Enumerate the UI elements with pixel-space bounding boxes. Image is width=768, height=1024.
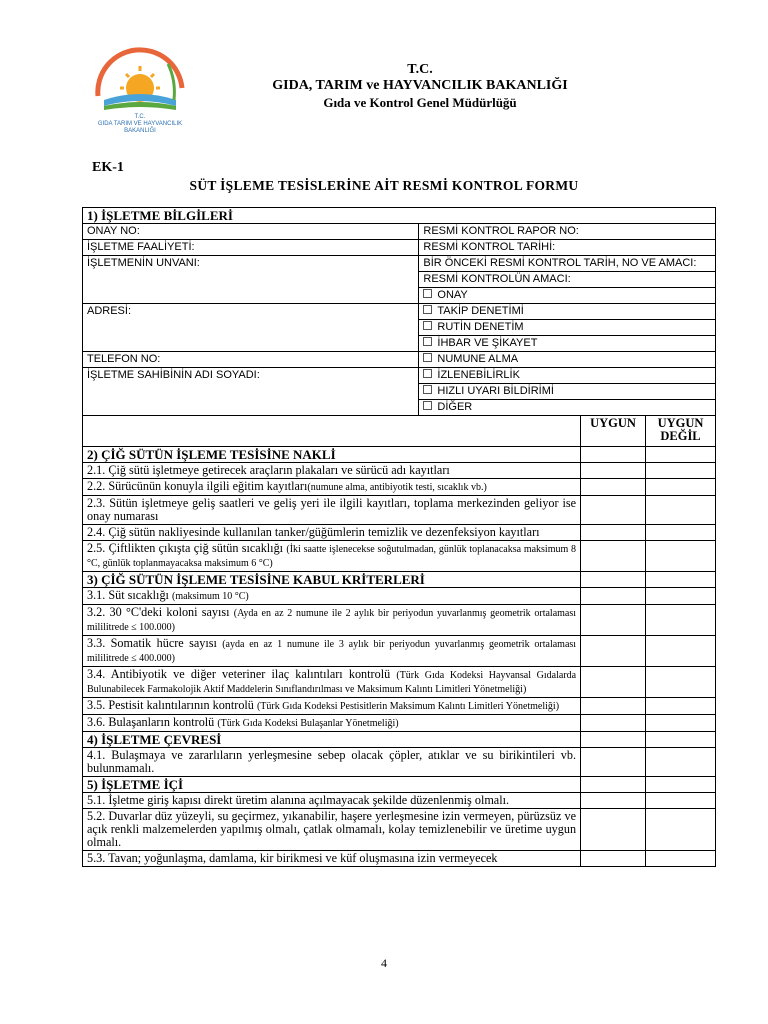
sahibi-field[interactable]: İŞLETME SAHİBİNİN ADI SOYADI: [83,368,419,416]
header-directorate: Gıda ve Kontrol Genel Müdürlüğü [323,95,517,110]
uygun-cell[interactable] [581,748,646,777]
option-row[interactable] [419,352,716,368]
checkbox-icon[interactable] [423,321,432,330]
uygun-degil-cell[interactable] [646,541,716,572]
logo-text-1: T.C. [134,114,146,120]
uygun-cell[interactable] [581,463,646,479]
option-label: İHBAR VE ŞİKAYET [437,337,538,349]
option-label: RUTİN DENETİM [437,321,524,333]
uygun-cell[interactable] [581,588,646,605]
uygun-degil-cell[interactable] [646,588,716,605]
onceki-kontrol-field[interactable]: BİR ÖNCEKİ RESMİ KONTROL TARİH, NO VE AMACI: [419,256,716,272]
uygun-degil-cell[interactable] [646,447,716,463]
adres-field[interactable]: ADRESİ: [83,304,419,352]
option-row[interactable] [419,384,716,400]
header-tc: T.C. [407,62,433,77]
question-item: 3.1. Süt sıcaklığı (maksimum 10 °C) [83,588,581,605]
question-item: 3.4. Antibiyotik ve diğer veteriner ilaç kalıntıları kontrolü (Türk Gıda Kodeksi Hayvansal Gıdalarda Bulunabilecek Farmakolojik Aktif Maddelerin Sınıflandırılması ve Maksimum Kalıntı Limitleri Yönetmeliği) [83,667,581,698]
uygun-cell[interactable] [581,447,646,463]
uygun-degil-cell[interactable] [646,479,716,496]
question-item: 5.3. Tavan; yoğunlaşma, damlama, kir birikmesi ve küf oluşmasına izin vermeyecek [83,851,581,867]
section4-title: 4) İŞLETME ÇEVRESİ [83,732,581,748]
uygun-degil-cell[interactable] [646,605,716,636]
checkbox-icon[interactable] [423,369,432,378]
uygun-cell[interactable] [581,715,646,732]
telefon-field[interactable]: TELEFON NO: [83,352,419,368]
header-ministry: GIDA, TARIM ve HAYVANCILIK BAKANLIĞI [272,78,568,93]
question-item: 4.1. Bulaşmaya ve zararlıların yerleşmesine sebep olacak çöpler, atıklar ve su birikintileri vb. bulunmamalı. [83,748,581,777]
uygun-degil-cell[interactable] [646,667,716,698]
checkbox-icon[interactable] [423,401,432,410]
logo-text-3: BAKANLIĞI [124,128,156,134]
form-title: SÜT İŞLEME TESİSLERİNE AİT RESMİ KONTROL FORMU [189,178,579,193]
option-label: İZLENEBİLİRLİK [437,369,520,381]
uygun-cell[interactable] [581,732,646,748]
option-label: HIZLI UYARI BİLDİRİMİ [437,385,554,397]
uygun-cell[interactable] [581,698,646,715]
question-item: 3.2. 30 °C'deki koloni sayısı (Ayda en az 2 numune ile 2 aylık bir periyodun yuvarlanmış geometrik ortalaması mililitrede ≤ 100.000) [83,605,581,636]
question-item: 3.6. Bulaşanların kontrolü (Türk Gıda Kodeksi Bulaşanlar Yönetmeliği) [83,715,581,732]
question-item: 3.5. Pestisit kalıntılarının kontrolü (Türk Gıda Kodeksi Pestisitlerin Maksimum Kalıntı Limitleri Yönetmeliği) [83,698,581,715]
option-label: ONAY [437,289,468,301]
uygun-cell[interactable] [581,525,646,541]
uygun-cell[interactable] [581,479,646,496]
tarih-field[interactable]: RESMİ KONTROL TARİHİ: [419,240,716,256]
logo-text-2: GIDA TARIM VE HAYVANCILIK [97,121,183,127]
question-item: 2.5. Çiftlikten çıkışta çiğ sütün sıcaklığı (İki saatte işlenecekse soğutulmadan, günlük toplanacaksa maksimum 8 °C, günlük toplanmayacaksa maksimum 6 °C) [83,541,581,572]
question-item: 2.2. Sürücünün konuyla ilgili eğitim kayıtları(numune alma, antibiyotik testi, sıcaklık vb.) [83,479,581,496]
question-item: 5.2. Duvarlar düz yüzeyli, su geçirmez, yıkanabilir, haşere yerleşmesine izin vermeyen, pürüzsüz ve açık renkli malzemelerden yapılmış olmalı, çatlak olmamalı, kolay temizlenebilir ve üretime uygun olmalı. [83,809,581,851]
uygun-cell[interactable] [581,636,646,667]
option-label: NUMUNE ALMA [437,353,519,365]
question-item: 2.1. Çiğ sütü işletmeye getirecek araçların plakaları ve sürücü adı kayıtları [83,463,581,479]
uygun-cell[interactable] [581,793,646,809]
uygun-degil-cell[interactable] [646,525,716,541]
uygun-degil-cell[interactable] [646,809,716,851]
question-item: 5.1. İşletme giriş kapısı direkt üretim alanına açılmayacak şekilde düzenlenmiş olmalı. [83,793,581,809]
section5-title: 5) İŞLETME İÇİ [83,777,581,793]
checkbox-icon[interactable] [423,385,432,394]
annex-label: EK-1 [92,160,124,175]
question-item: 2.3. Sütün işletmeye geliş saatleri ve geliş yeri ile ilgili kayıtları, toplama merkezinden geliyor ise onay numarası [83,496,581,525]
option-label: DİĞER [437,401,473,413]
uygun-degil-cell[interactable] [646,777,716,793]
option-row[interactable] [419,368,716,384]
option-row[interactable] [419,336,716,352]
rapor-no-field[interactable]: RESMİ KONTROL RAPOR NO: [419,224,716,240]
checkbox-icon[interactable] [423,289,432,298]
section3-title: 3) ÇİĞ SÜTÜN İŞLEME TESİSİNE KABUL KRİTERLERİ [83,572,581,588]
uygun-cell[interactable] [581,572,646,588]
uygun-degil-cell[interactable] [646,463,716,479]
option-row[interactable] [419,304,716,320]
column-uygun-degil: UYGUN DEĞİL [646,416,716,447]
checkbox-icon[interactable] [423,337,432,346]
unvan-field[interactable]: İŞLETMENİN UNVANI: [83,256,419,304]
uygun-cell[interactable] [581,605,646,636]
option-row[interactable] [419,400,716,416]
option-row[interactable] [419,320,716,336]
uygun-degil-cell[interactable] [646,496,716,525]
question-item: 3.3. Somatik hücre sayısı (ayda en az 1 numune ile 3 aylık bir periyodun yuvarlanmış geometrik ortalaması mililitrede ≤ 400.000) [83,636,581,667]
uygun-cell[interactable] [581,541,646,572]
option-row[interactable] [419,288,716,304]
checkbox-icon[interactable] [423,305,432,314]
onay-no-field[interactable]: ONAY NO: [83,224,419,240]
amac-label: RESMİ KONTROLÜN AMACI: [419,272,716,288]
inspection-form-table [82,207,716,867]
uygun-cell[interactable] [581,496,646,525]
uygun-cell[interactable] [581,851,646,867]
page-number: 4 [381,956,387,970]
header-spacer [83,416,581,447]
uygun-degil-cell[interactable] [646,793,716,809]
checkbox-icon[interactable] [423,353,432,362]
section2-title: 2) ÇİĞ SÜTÜN İŞLEME TESİSİNE NAKLİ [83,447,581,463]
uygun-cell[interactable] [581,777,646,793]
question-item: 2.4. Çiğ sütün nakliyesinde kullanılan tanker/güğümlerin temizlik ve dezenfeksiyon kayıtları [83,525,581,541]
uygun-degil-cell[interactable] [646,698,716,715]
column-uygun: UYGUN [581,416,646,447]
uygun-degil-cell[interactable] [646,851,716,867]
section1-title: 1) İŞLETME BİLGİLERİ [83,208,716,224]
uygun-degil-cell[interactable] [646,732,716,748]
uygun-cell[interactable] [581,667,646,698]
uygun-degil-cell[interactable] [646,636,716,667]
uygun-degil-cell[interactable] [646,748,716,777]
faaliyet-field[interactable]: İŞLETME FAALİYETİ: [83,240,419,256]
uygun-degil-cell[interactable] [646,715,716,732]
uygun-cell[interactable] [581,809,646,851]
option-label: TAKİP DENETİMİ [437,305,524,317]
uygun-degil-cell[interactable] [646,572,716,588]
